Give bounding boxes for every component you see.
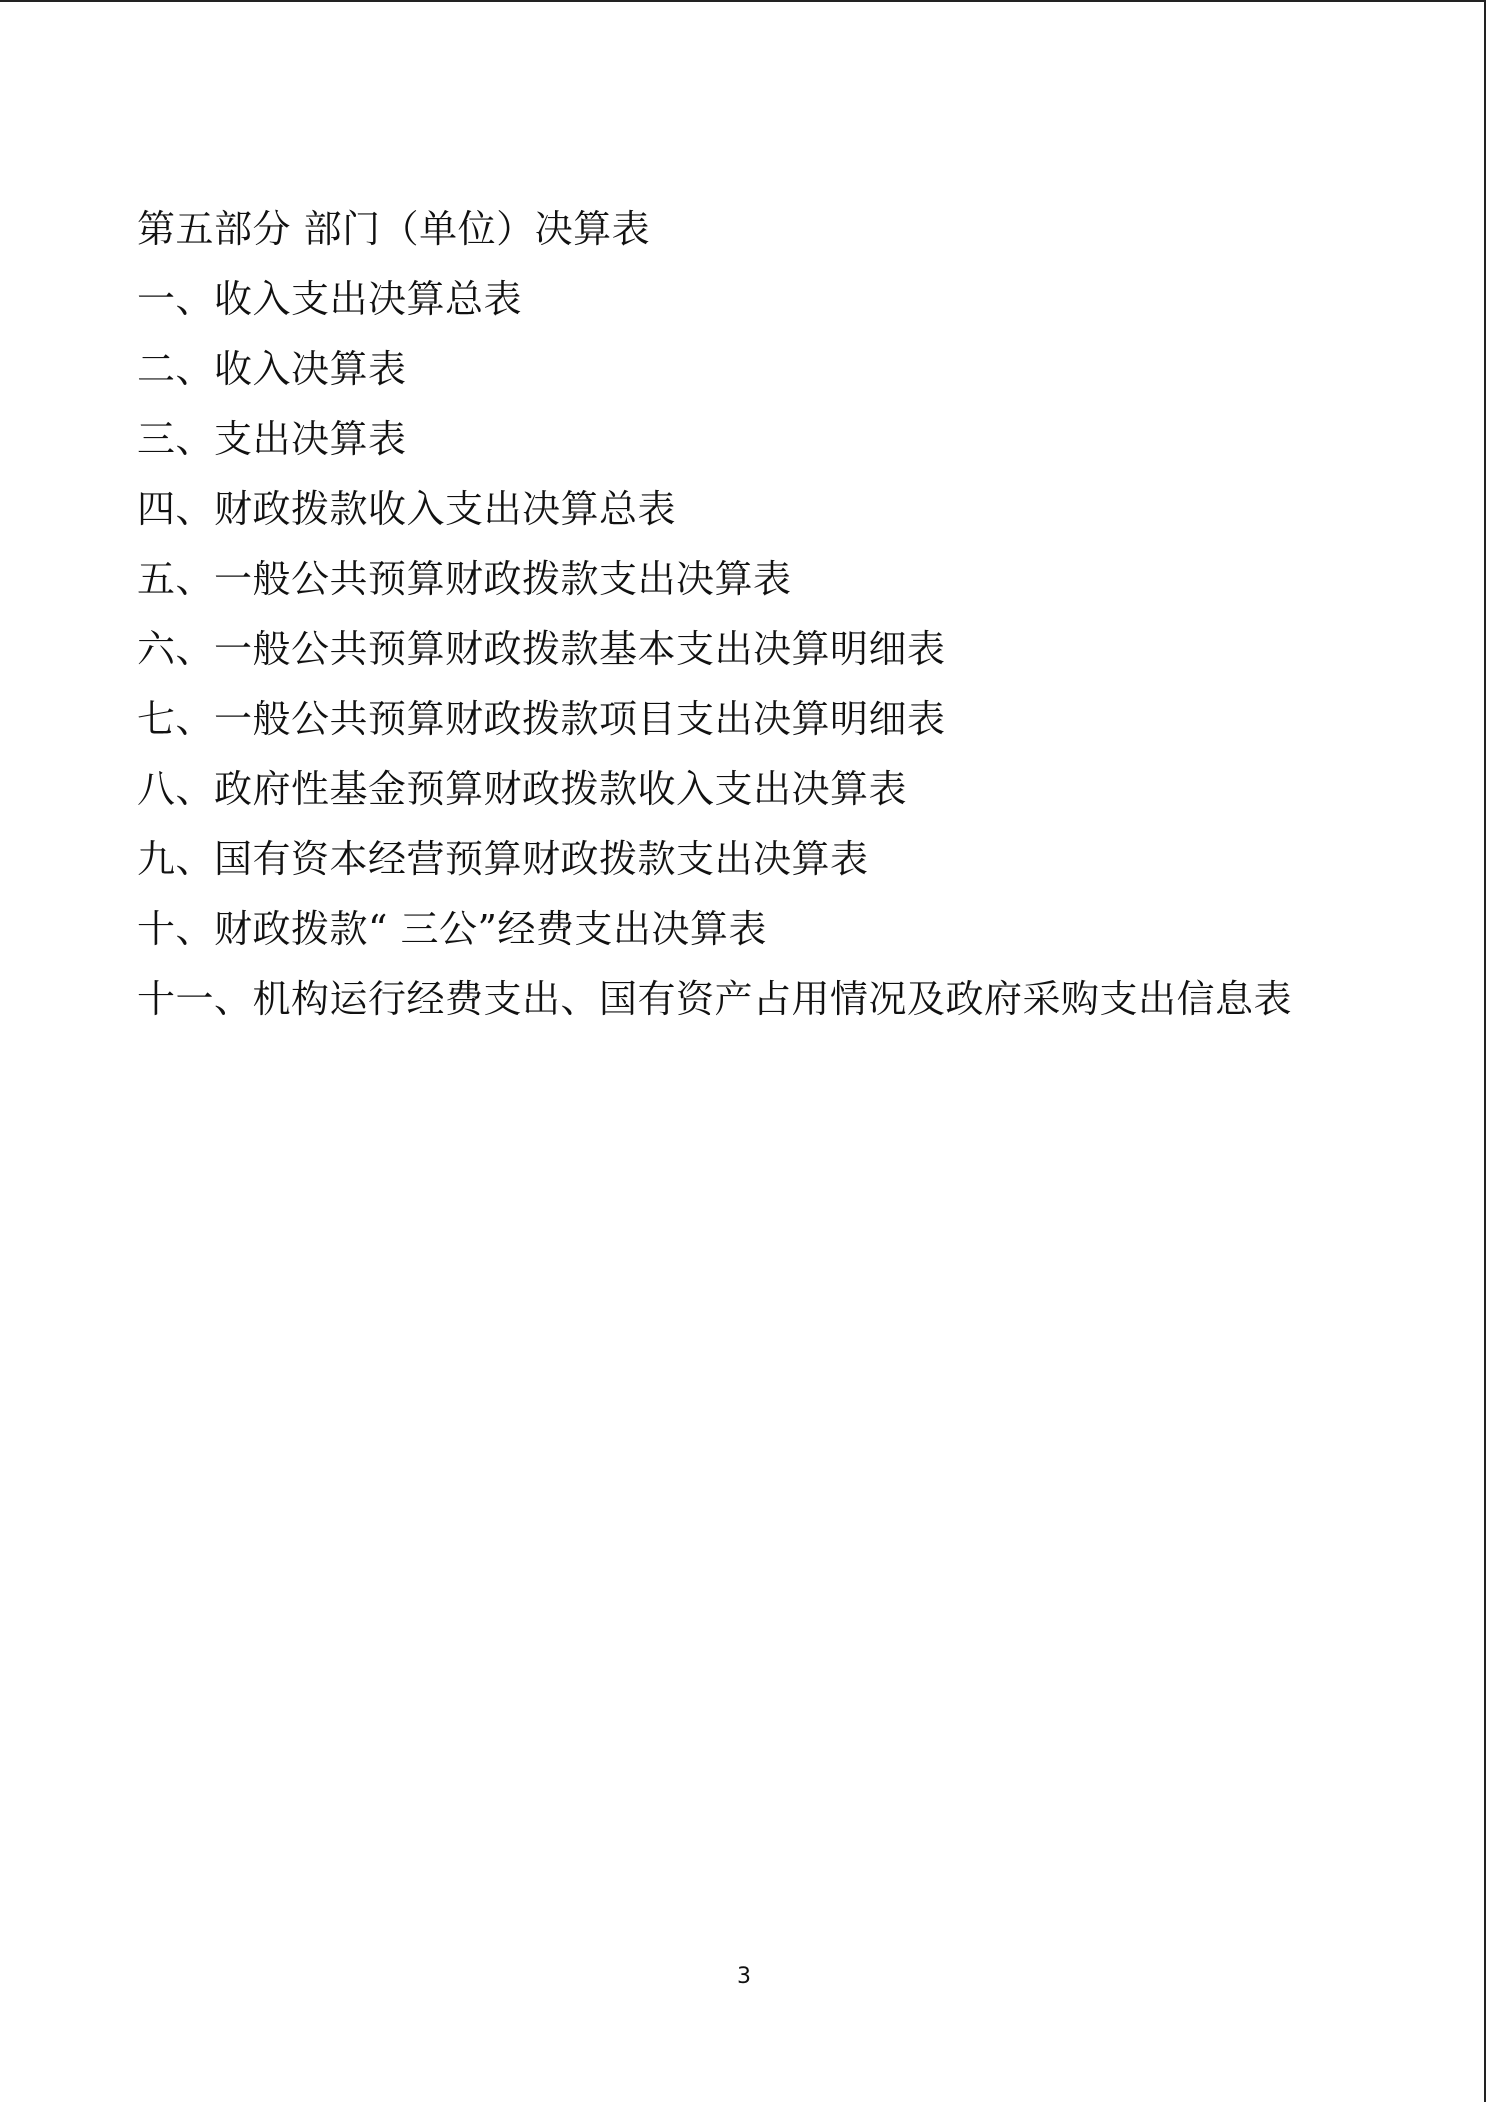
table-list-item-3: 三、支出决算表: [137, 417, 407, 461]
table-list-item-5: 五、一般公共预算财政拨款支出决算表: [137, 557, 792, 601]
table-list-item-6: 六、一般公共预算财政拨款基本支出决算明细表: [137, 627, 946, 671]
table-list-item-9: 九、国有资本经营预算财政拨款支出决算表: [137, 837, 869, 881]
table-list-item-2: 二、收入决算表: [137, 347, 407, 391]
table-list-item-11: 十一、机构运行经费支出、国有资产占用情况及政府采购支出信息表: [137, 977, 1293, 1021]
table-list-item-4: 四、财政拨款收入支出决算总表: [137, 487, 677, 531]
section-title: 第五部分 部门（单位）决算表: [137, 207, 651, 251]
table-list-item-8: 八、政府性基金预算财政拨款收入支出决算表: [137, 767, 908, 811]
table-list-item-1: 一、收入支出决算总表: [137, 277, 523, 321]
table-list: [137, 264, 1437, 1034]
table-list-item-10: 十、财政拨款“ 三公”经费支出决算表: [137, 907, 767, 951]
page-content: [137, 194, 1437, 1034]
table-list-item-7: 七、一般公共预算财政拨款项目支出决算明细表: [137, 697, 946, 741]
page-number: 3: [737, 1964, 751, 1989]
